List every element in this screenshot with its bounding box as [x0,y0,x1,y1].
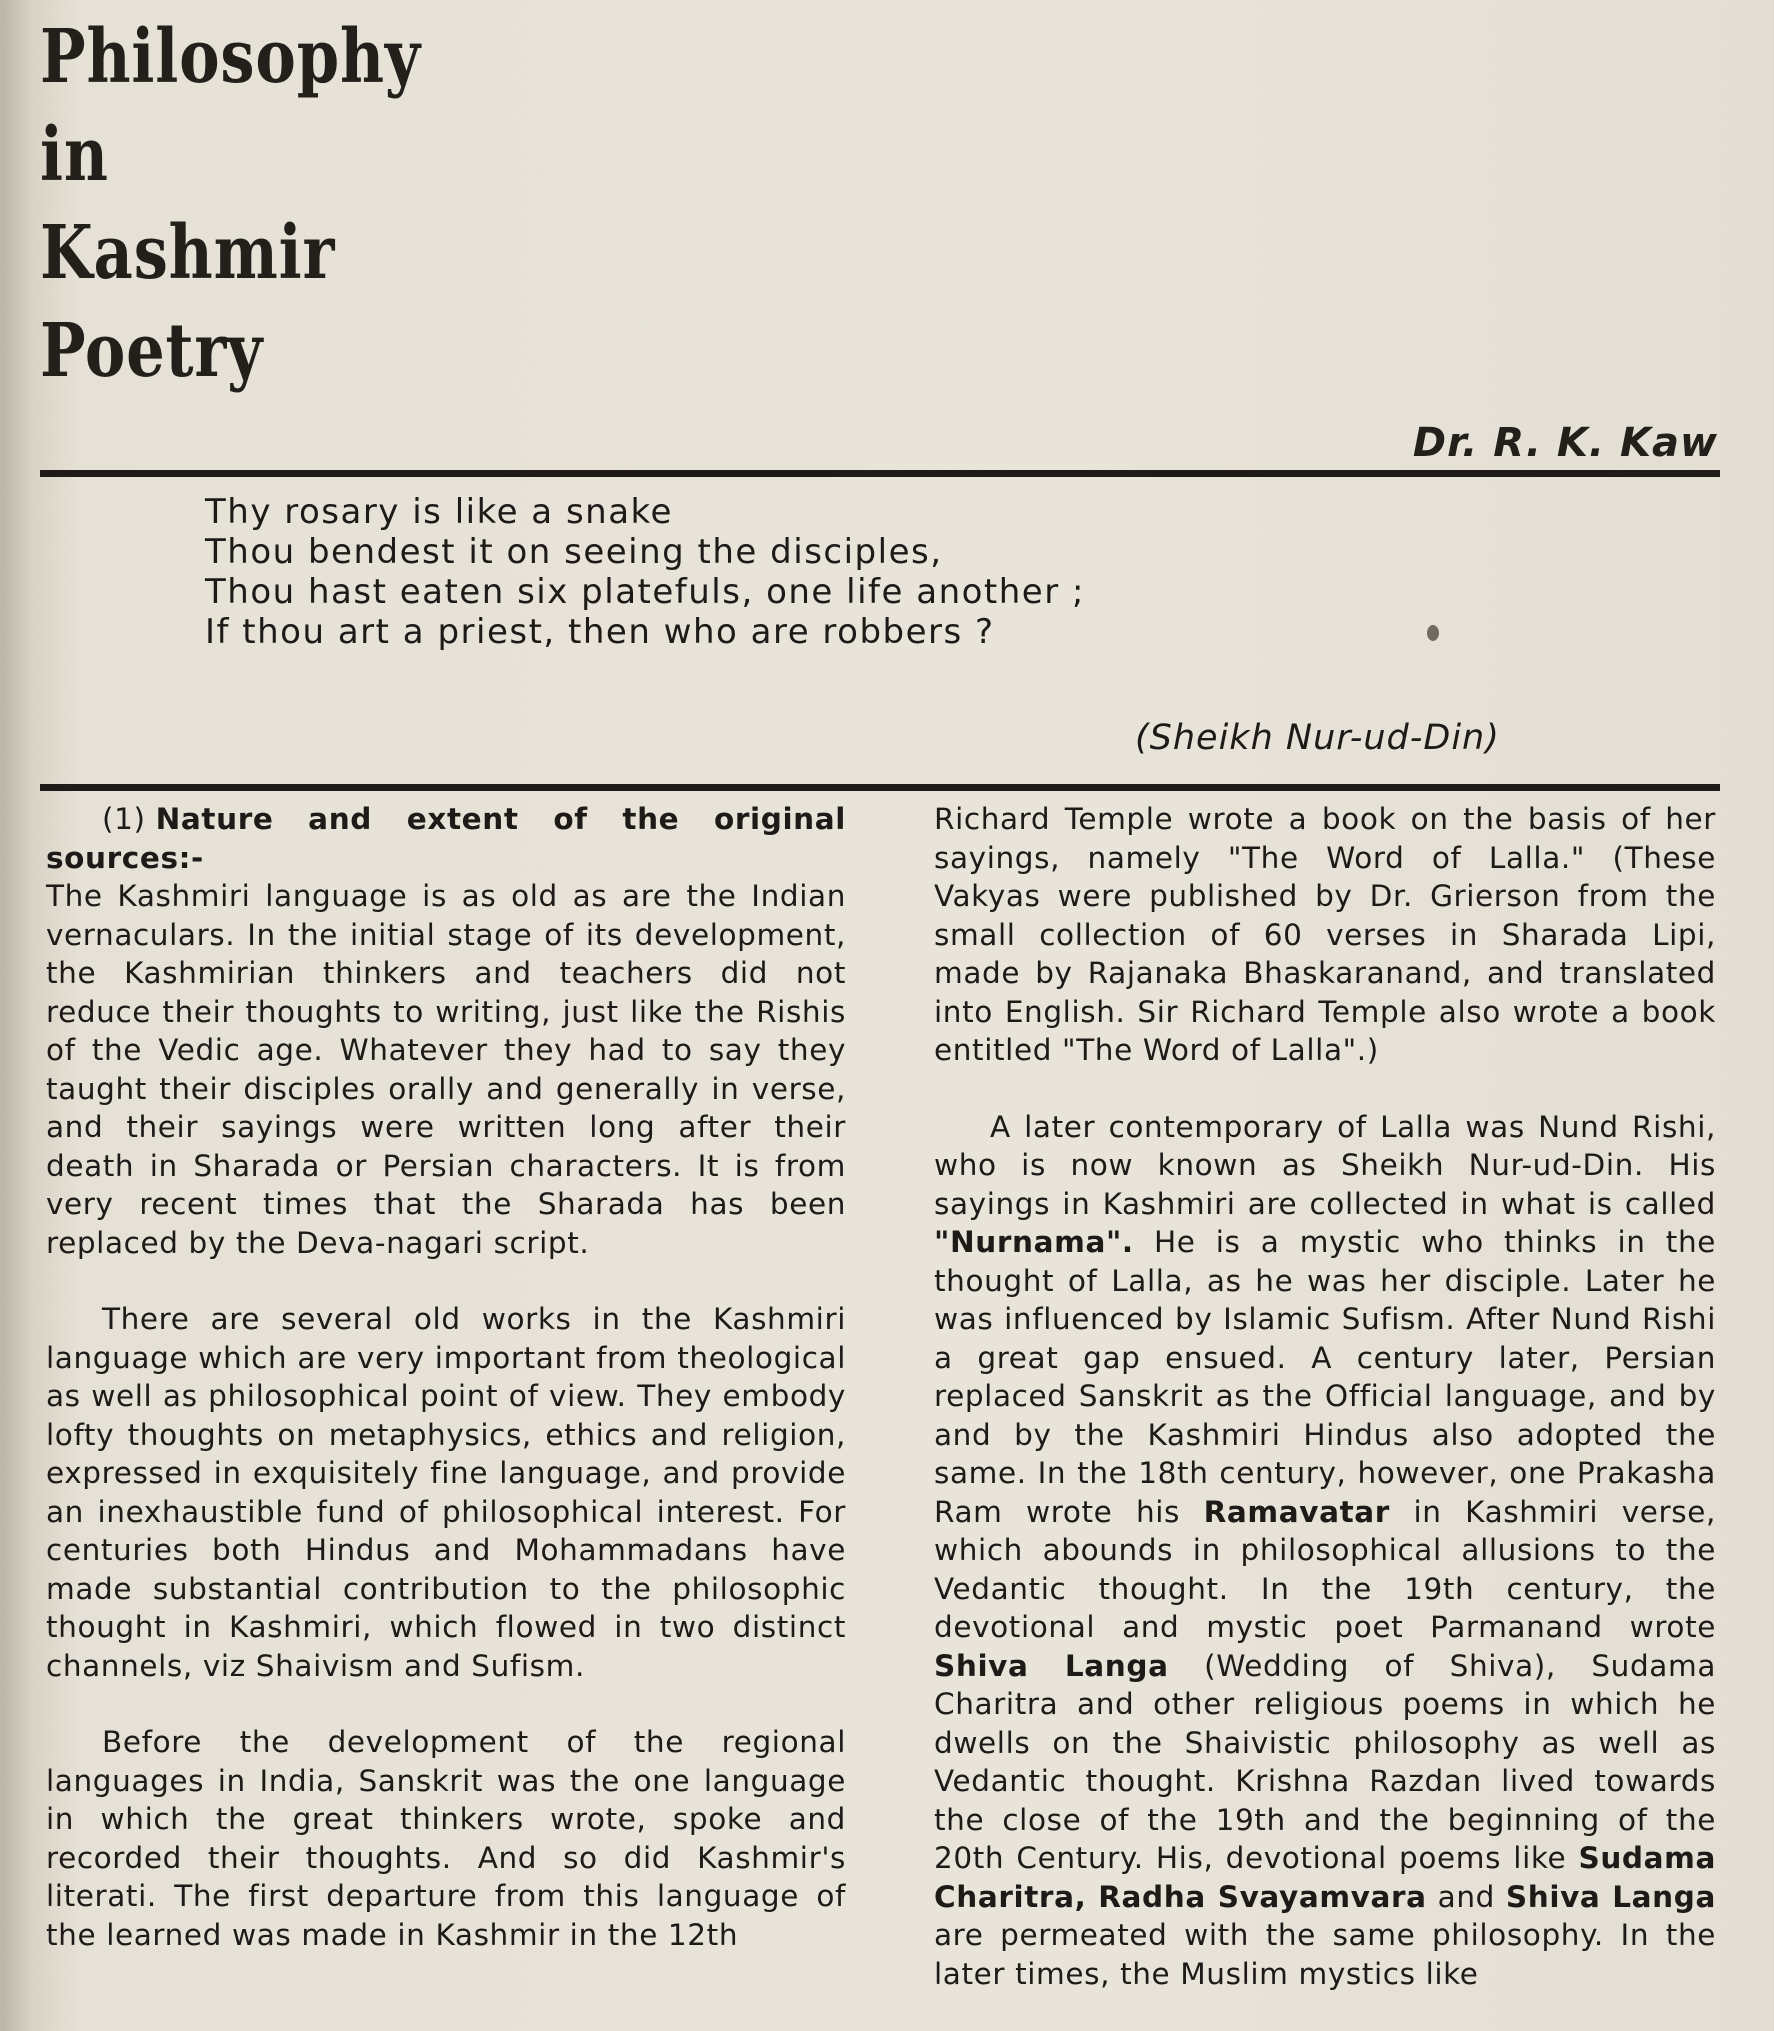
top-divider [40,470,1720,477]
text-run: (Wedding of Shiva), Sudama Charitra and other religious poems in which he dwells on the Shaivistic philosophy as well as Vedantic thought. Krishna Razdan lived towards the close of the 19th and the beginning of the 20th Century. His, devotional poems like [934,1648,1716,1875]
author-byline: Dr. R. K. Kaw [1412,420,1718,466]
work-titles-krishna-razdan: Sudama Charitra, Radha Svayamvara [934,1841,1716,1914]
text-run: He is a mystic who thinks in the thought of Lalla, as he was her disciple. Later he was influenced by Islamic Sufism. After Nund Rishi a great gap ensued. A century later, Persian replaced Sanskrit as the Official language, and by and by the Kashmiri Hindus also adopted the same. In the 18th century, however, one Prakasha Ram wrote his [934,1225,1716,1529]
text-run: A later contemporary of Lalla was Nund Rishi, who is now known as Sheikh Nur-ud-Din. His sayings in Kashmiri are collected in what is called [934,1109,1716,1221]
section-heading-line [46,800,846,877]
title-line-3: Kashmir [40,210,336,296]
paragraph: Richard Temple wrote a book on the basis of her sayings, namely "The Word of Lalla." (These Vakyas were published by Dr. Grierson from the small collection of 60 verses in Sharada Lipi, made by Rajanaka Bhaskaranand, and translated into English. Sir Richard Temple also wrote a book entitled "The Word of Lalla".) [934,802,1716,1067]
title-line-2: in [40,112,109,198]
epigraph-line: If thou art a priest, then who are robbers ? [205,612,995,652]
title-line-4: Poetry [40,308,264,394]
print-speck [1427,625,1439,641]
work-title-shiva-langa: Shiva Langa [934,1648,1169,1683]
work-title-ramavatar: Ramavatar [1203,1494,1390,1529]
epigraph-line: Thou hast eaten six platefuls, one life another ; [205,572,1085,612]
paragraph: There are several old works in the Kashmiri language which are very important from theological as well as philosophical point of view. They embody lofty thoughts on metaphysics, ethics and religion, expressed in exquisitely fine language, and provide an inexhaustible fund of philosophical interest. For centuries both Hindus and Mohammadans have made substantial contribution to the philosophic thought in Kashmiri, which flowed in two distinct channels, viz Shaivism and Sufism. [46,1302,846,1683]
epigraph-attribution: (Sheikh Nur-ud-Din) [1135,718,1500,758]
paragraph: Before the development of the regional languages in India, Sanskrit was the one language in which the great thinkers wrote, spoke and recorded their thoughts. And so did Kashmir's literati. The first departure from this language of the learned was made in Kashmir in the 12th [46,1725,846,1952]
section-number: (1) [102,802,146,836]
right-column [934,800,1716,2031]
work-title-nurnama: "Nurnama". [934,1225,1134,1259]
text-run: and [1426,1879,1506,1914]
epigraph-poem [205,492,1085,652]
paragraph: The Kashmiri language is as old as are the Indian vernaculars. In the initial stage of its development, the Kashmirian thinkers and teachers did not reduce their thoughts to writing, just like the Rishis of the Vedic age. Whatever they had to say they taught their disciples orally and generally in verse, and their sayings were written long after their death in Sharada or Persian characters. It is from very recent times that the Sharada has been replaced by the Deva-nagari script. [46,879,846,1260]
text-run: in Kashmiri verse, which abounds in philosophical allusions to the Vedantic thought. In the 19th century, the devotional and mystic poet Parmanand wrote [934,1494,1716,1644]
epigraph-line: Thy rosary is like a snake [205,492,673,532]
section-heading: Nature and extent of the original sources:- [46,802,846,875]
title-line-1: Philosophy [40,14,421,100]
work-title-shiva-langa-2: Shiva Langa [1505,1879,1716,1914]
middle-divider [40,784,1720,791]
epigraph-line: Thou bendest it on seeing the disciples, [205,532,943,572]
text-run: are permeated with the same philosophy. In the later times, the Muslim mystics like [934,1918,1716,1991]
article-title [40,8,421,400]
left-column [46,800,846,1992]
paragraph [934,1108,1716,1994]
